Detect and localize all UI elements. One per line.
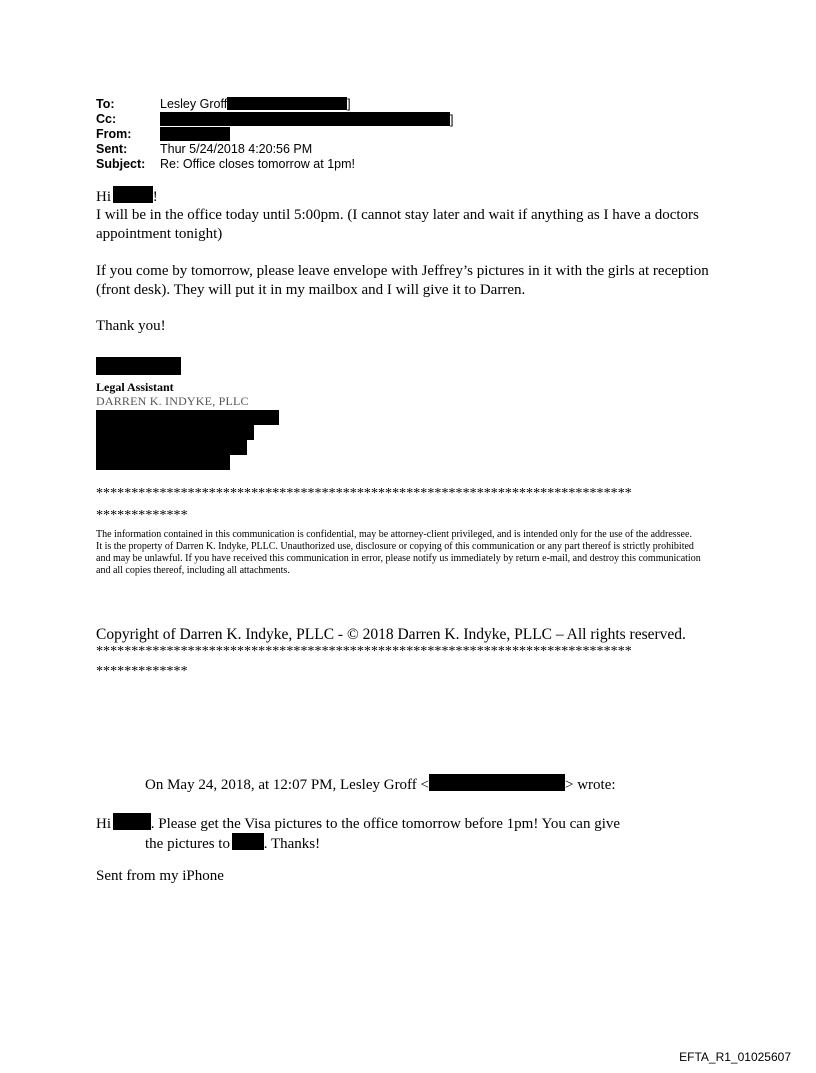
message-paragraph-1: I will be in the office today until 5:00pm. (I cannot stay later and wait if anything as I have a doctors appointment tonight) [96, 207, 699, 242]
quoted-line-2-suffix: . Thanks! [263, 836, 321, 852]
to-value [160, 97, 351, 112]
redaction-quoted-name-2 [232, 833, 264, 850]
from-label: From: [96, 127, 132, 141]
sent-value: Thur 5/24/2018 4:20:56 PM [160, 142, 313, 156]
subject-value: Re: Office closes tomorrow at 1pm! [160, 157, 355, 171]
separator-stars-top-1: **************************************************************************** [96, 486, 632, 501]
disclaimer-line-2: It is the property of Darren K. Indyke, PLLC. Unauthorized use, disclosure or copying of this communication or any part thereof is strictly prohibited [96, 541, 694, 552]
sent-from-iphone: Sent from my iPhone [96, 868, 224, 884]
document-id: EFTA_R1_01025607 [679, 1050, 791, 1064]
redaction-cc [160, 112, 450, 126]
confidentiality-disclaimer [96, 529, 724, 577]
redaction-to-email [227, 97, 347, 110]
quoted-line-2-prefix: the pictures to [145, 836, 230, 852]
redaction-address-3 [96, 440, 247, 455]
quoted-line-2 [96, 833, 696, 853]
signature-firm: DARREN K. INDYKE, PLLC [96, 394, 249, 408]
sent-label: Sent: [96, 142, 128, 156]
quoted-line-1-text: . Please get the Visa pictures to the office tomorrow before 1pm! You can give [150, 816, 621, 832]
separator-stars-bottom-1: **************************************************************************** [96, 644, 632, 659]
quoted-message-body [96, 813, 696, 853]
from-value [160, 127, 230, 143]
disclaimer-line-4: and all copies thereof, including all attachments. [96, 565, 290, 576]
signature-title: Legal Assistant [96, 380, 174, 394]
redaction-quoted-email [429, 774, 565, 791]
signature-block [96, 357, 279, 470]
to-name: Lesley Groff [160, 97, 228, 111]
greeting-prefix: Hi [96, 189, 111, 205]
separator-stars-bottom-2: ************* [96, 664, 188, 679]
quoted-message-header [145, 774, 616, 794]
redaction-address-4 [96, 455, 230, 470]
greeting [96, 186, 736, 207]
redaction-from [160, 127, 230, 141]
greeting-suffix: ! [152, 189, 158, 205]
quoted-line-1 [96, 813, 696, 833]
redaction-signature-name [96, 357, 181, 375]
disclaimer-line-3: and may be unlawful. If you have received this communication in error, please notify us immediately by return e-mail, and destroy this communication [96, 553, 701, 564]
subject-label: Subject: [96, 157, 146, 171]
quoted-greeting-prefix: Hi [96, 816, 111, 832]
redaction-address-1 [96, 410, 279, 425]
cc-close-bracket: ] [450, 113, 454, 127]
quoted-header-suffix: > wrote: [565, 777, 616, 793]
redaction-greeting-name [113, 186, 153, 203]
to-close-bracket: ] [347, 97, 351, 111]
redaction-address-2 [96, 425, 254, 440]
cc-label: Cc: [96, 112, 117, 126]
to-label: To: [96, 97, 115, 111]
message-thanks: Thank you! [96, 318, 166, 334]
message-paragraph-2: If you come by tomorrow, please leave envelope with Jeffrey’s pictures in it with the girls at reception (front desk). They will put it in my mailbox and I will give it to Darren. [96, 263, 709, 298]
separator-stars-top-2: ************* [96, 508, 188, 523]
disclaimer-line-1: The information contained in this communication is confidential, may be attorney-client privileged, and is intended only for the use of the addressee. [96, 529, 692, 540]
redaction-quoted-name-1 [113, 813, 151, 830]
quoted-header-prefix: On May 24, 2018, at 12:07 PM, Lesley Groff < [145, 777, 429, 793]
cc-value [160, 112, 453, 128]
copyright-notice: Copyright of Darren K. Indyke, PLLC - © 2018 Darren K. Indyke, PLLC – All rights reserved. [96, 626, 686, 643]
